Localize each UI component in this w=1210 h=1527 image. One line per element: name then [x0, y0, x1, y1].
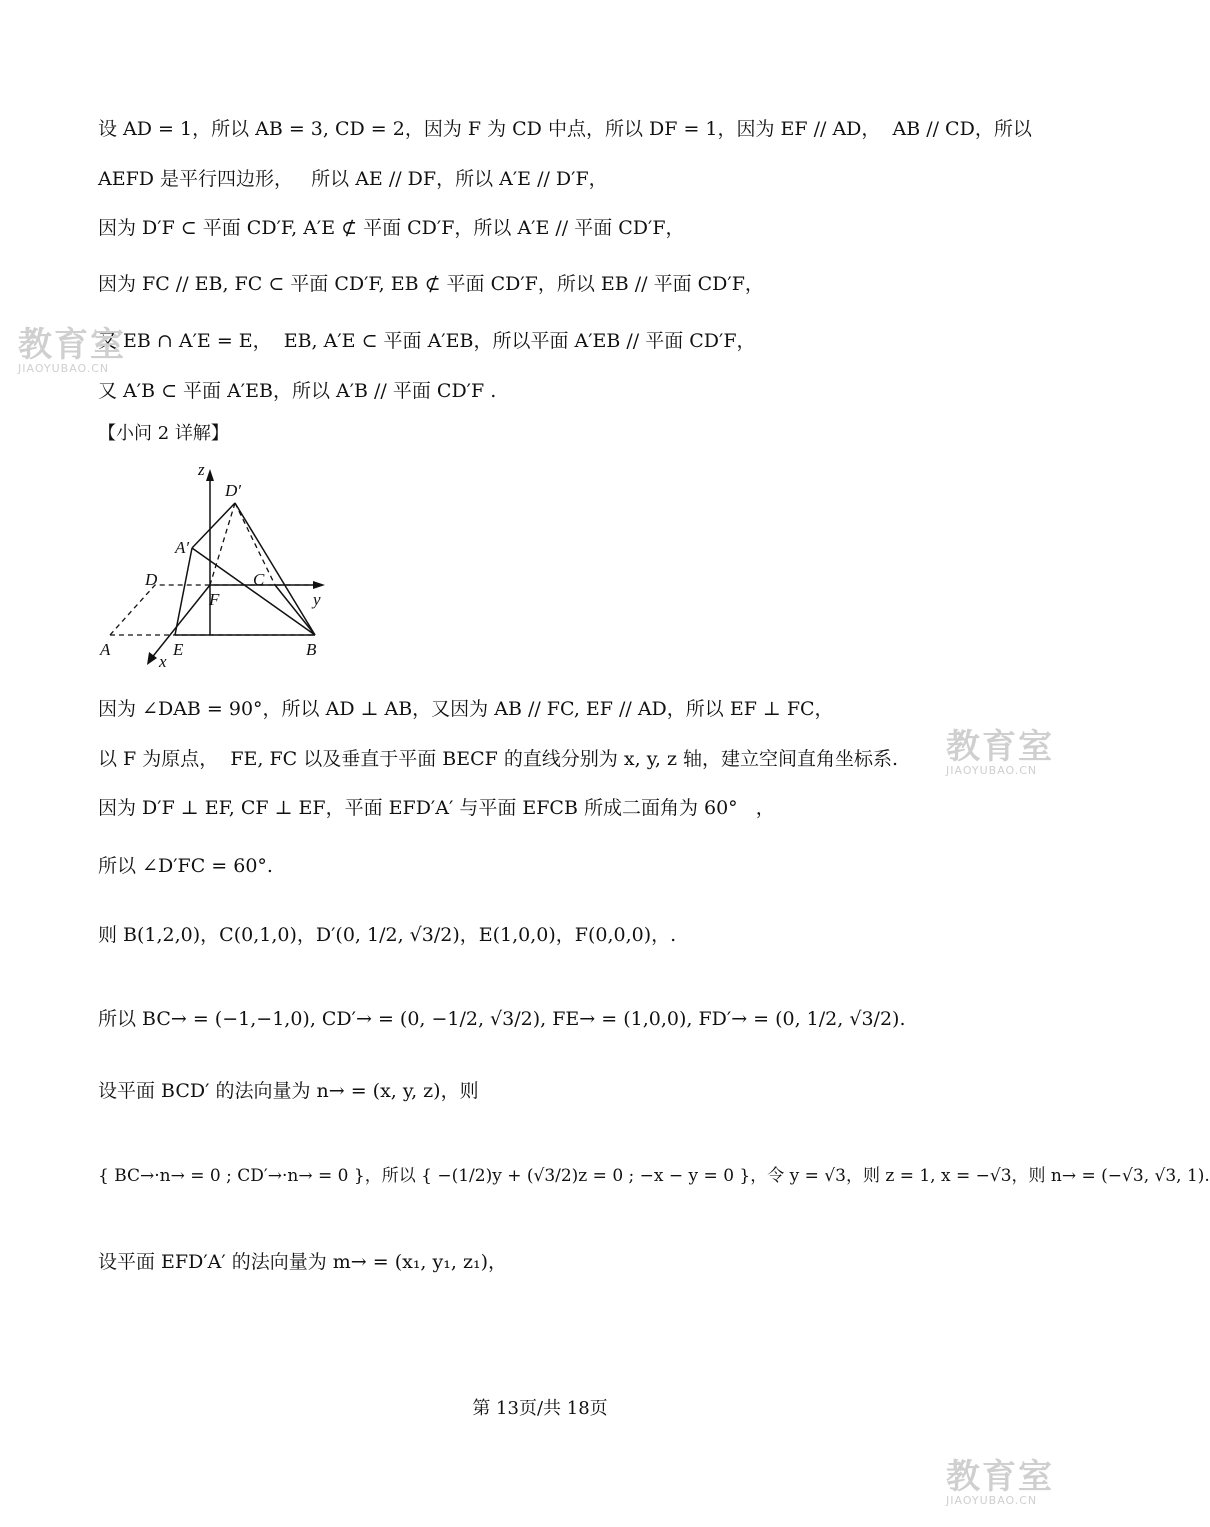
label-A: A: [100, 640, 111, 659]
label-y: y: [313, 590, 321, 609]
text-line-9: 因为 D′F ⊥ EF, CF ⊥ EF，平面 EFD′A′ 与平面 EFCB 所成二面角为 60° ，: [98, 797, 775, 819]
text-line-12: 所以 BC→ = (−1,−1,0), CD′→ = (0, −1/2, √3/2), FE→ = (1,0,0), FD′→ = (0, 1/2, √3/2).: [98, 1008, 906, 1030]
edge-CB: [275, 585, 315, 635]
label-Ap: A′: [175, 538, 190, 557]
edge-AD: [192, 503, 235, 548]
text-line-11: 则 B(1,2,0)，C(0,1,0)，D′(0, 1/2, √3/2)，E(1,0,0)，F(0,0,0)，.: [98, 924, 677, 946]
watermark-left: 教育室 JIAOYUBAO.CN: [18, 325, 126, 375]
text-line-3: 因为 D′F ⊂ 平面 CD′F, A′E ⊄ 平面 CD′F，所以 A′E // 平面 CD′F，: [98, 217, 685, 239]
edge-EA: [175, 548, 192, 635]
label-x: x: [159, 652, 167, 671]
text-line-6: 又 A′B ⊂ 平面 A′EB，所以 A′B // 平面 CD′F .: [98, 380, 497, 402]
geometry-figure: [95, 455, 345, 675]
text-line-10: 所以 ∠D′FC = 60°.: [98, 855, 273, 877]
z-axis-arrow: [206, 469, 214, 481]
edge-DB: [235, 503, 315, 635]
text-line-15: 设平面 EFD′A′ 的法向量为 m→ = (x₁, y₁, z₁)，: [98, 1251, 507, 1273]
label-D: D: [145, 570, 158, 589]
label-Dp: D′: [225, 481, 241, 500]
text-line-2: AEFD 是平行四边形， 所以 AE // DF，所以 A′E // D′F，: [98, 168, 608, 190]
label-E: E: [173, 640, 184, 659]
text-line-7: 因为 ∠DAB = 90°，所以 AD ⊥ AB，又因为 AB // FC, EF // AD，所以 EF ⊥ FC，: [98, 698, 834, 720]
text-line-5: 又 EB ∩ A′E = E， EB, A′E ⊂ 平面 A′EB，所以平面 A′EB // 平面 CD′F，: [98, 330, 756, 352]
text-line-14: { BC→·n→ = 0 ; CD′→·n→ = 0 }，所以 { −(1/2)y + (√3/2)z = 0 ; −x − y = 0 }，令 y = √3，则 z = 1, x = −√3，则 n→ = (−√3, √3, 1).: [98, 1166, 1210, 1186]
text-line-13: 设平面 BCD′ 的法向量为 n→ = (x, y, z)，则: [98, 1080, 479, 1102]
text-line-8: 以 F 为原点， FE, FC 以及垂直于平面 BECF 的直线分别为 x, y, z 轴，建立空间直角坐标系.: [98, 748, 899, 770]
page-footer: 第 13页/共 18页: [472, 1398, 608, 1419]
label-C: C: [253, 570, 265, 589]
label-F: F: [209, 590, 220, 609]
text-line-1: 设 AD = 1，所以 AB = 3, CD = 2，因为 F 为 CD 中点，所以 DF = 1，因为 EF // AD， AB // CD，所以: [98, 118, 1032, 140]
watermark-right-bottom: 教育室 JIAOYUBAO.CN: [946, 1457, 1054, 1507]
label-B: B: [306, 640, 317, 659]
label-z: z: [198, 460, 205, 479]
section-heading: 【小问 2 详解】: [98, 423, 229, 444]
watermark-right-mid: 教育室 JIAOYUBAO.CN: [946, 727, 1054, 777]
text-line-4: 因为 FC // EB, FC ⊂ 平面 CD′F, EB ⊄ 平面 CD′F，所以 EB // 平面 CD′F，: [98, 273, 764, 295]
